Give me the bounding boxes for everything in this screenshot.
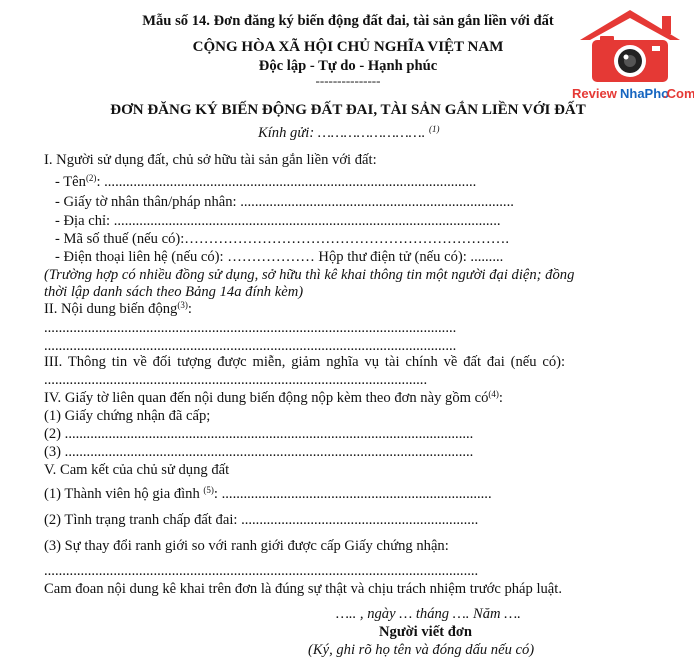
section-5-heading: V. Cam kết của chủ sử dụng đất [44,462,230,478]
commitment-statement: Cam đoan nội dung kê khai trên đơn là đúng sự thật và chịu trách nhiệm trước pháp luật. [44,581,562,597]
recipient-line: Kính gửi: ……………………. $^{(1)}$ [258,124,440,141]
field-phone-email: - Điện thoại liên hệ (nếu có): ……………… Hộp thư điện tử (nếu có): ......... [55,249,504,265]
section-3-line: ......................................................................................................... [44,372,428,388]
document-title: ĐƠN ĐĂNG KÝ BIẾN ĐỘNG ĐẤT ĐAI, TÀI SẢN GẮN LIỀN VỚI ĐẤT [110,102,586,118]
house-camera-icon [566,6,694,104]
motto: Độc lập - Tự do - Hạnh phúc [258,58,438,74]
section-2-line-1: ................................................................................................................. [44,320,457,336]
form-title: Mẫu số 14. Đơn đăng ký biến động đất đai, tài sản gắn liền với đất [142,13,554,29]
section-3-heading: III. Thông tin về đối tượng được miễn, giảm nghĩa vụ tài chính về đất đai (nếu có): [44,354,566,370]
section-5-item-1: (1) Thành viên hộ gia đình $^{(5)}$: .......................................................................... [44,485,492,502]
section-4-heading: IV. Giấy tờ liên quan đến nội dung biến động nộp kèm theo đơn này gồm $có^{(4)}$: [44,389,503,406]
signer-note: (Ký, ghi rõ họ tên và đóng dấu nếu có) [308,642,535,658]
section-4-item-1: (1) Giấy chứng nhận đã cấp; [44,408,211,424]
field-id-document: - Giấy tờ nhân thân/pháp nhân: ........................................................................... [55,194,514,210]
section-4-item-2: (2) ................................................................................................................ [44,426,474,442]
svg-text:NhaPho: NhaPho [620,86,670,101]
date-line: ….. , ngày … tháng …. Năm …. [336,606,521,622]
section-2-line-2: ................................................................................................................. [44,338,457,354]
svg-text:Review: Review [572,86,617,101]
nation-heading: CỘNG HÒA XÃ HỘI CHỦ NGHĨA VIỆT NAM [192,39,504,55]
signer-title: Người viết đơn [379,624,473,640]
section-4-item-3: (3) ................................................................................................................ [44,444,474,460]
section-5-line: ....................................................................................................................... [44,563,479,579]
review-nhapho-logo [566,6,694,104]
field-tax-code: - Mã số thuế (nếu có):…………………………………………………………. [55,231,509,247]
field-name: - Tên$^{(2)}$: ...................................................................................................... [55,173,477,190]
section-1-heading: I. Người sử dụng đất, chủ sở hữu tài sản gắn liền với đất: [44,152,377,168]
section-2-heading: II. Nội dung biến động$^{(3)}$: [44,300,192,317]
section-1-note-line-2: thời lập danh sách theo Bảng 14a đính kèm) [44,284,304,300]
section-5-item-3: (3) Sự thay đổi ranh giới so với ranh giới được cấp Giấy chứng nhận: [44,538,449,554]
section-1-note-line-1: (Trường hợp có nhiều đồng sử dụng, sở hữu thì kê khai thông tin một người đại diện; đồng [44,267,575,283]
svg-text:.Com: .Com [663,86,694,101]
field-address: - Địa chỉ: .......................................................................................................... [55,213,501,229]
section-5-item-2: (2) Tình trạng tranh chấp đất đai: ................................................................. [44,512,479,528]
header-separator: --------------- [315,73,381,88]
